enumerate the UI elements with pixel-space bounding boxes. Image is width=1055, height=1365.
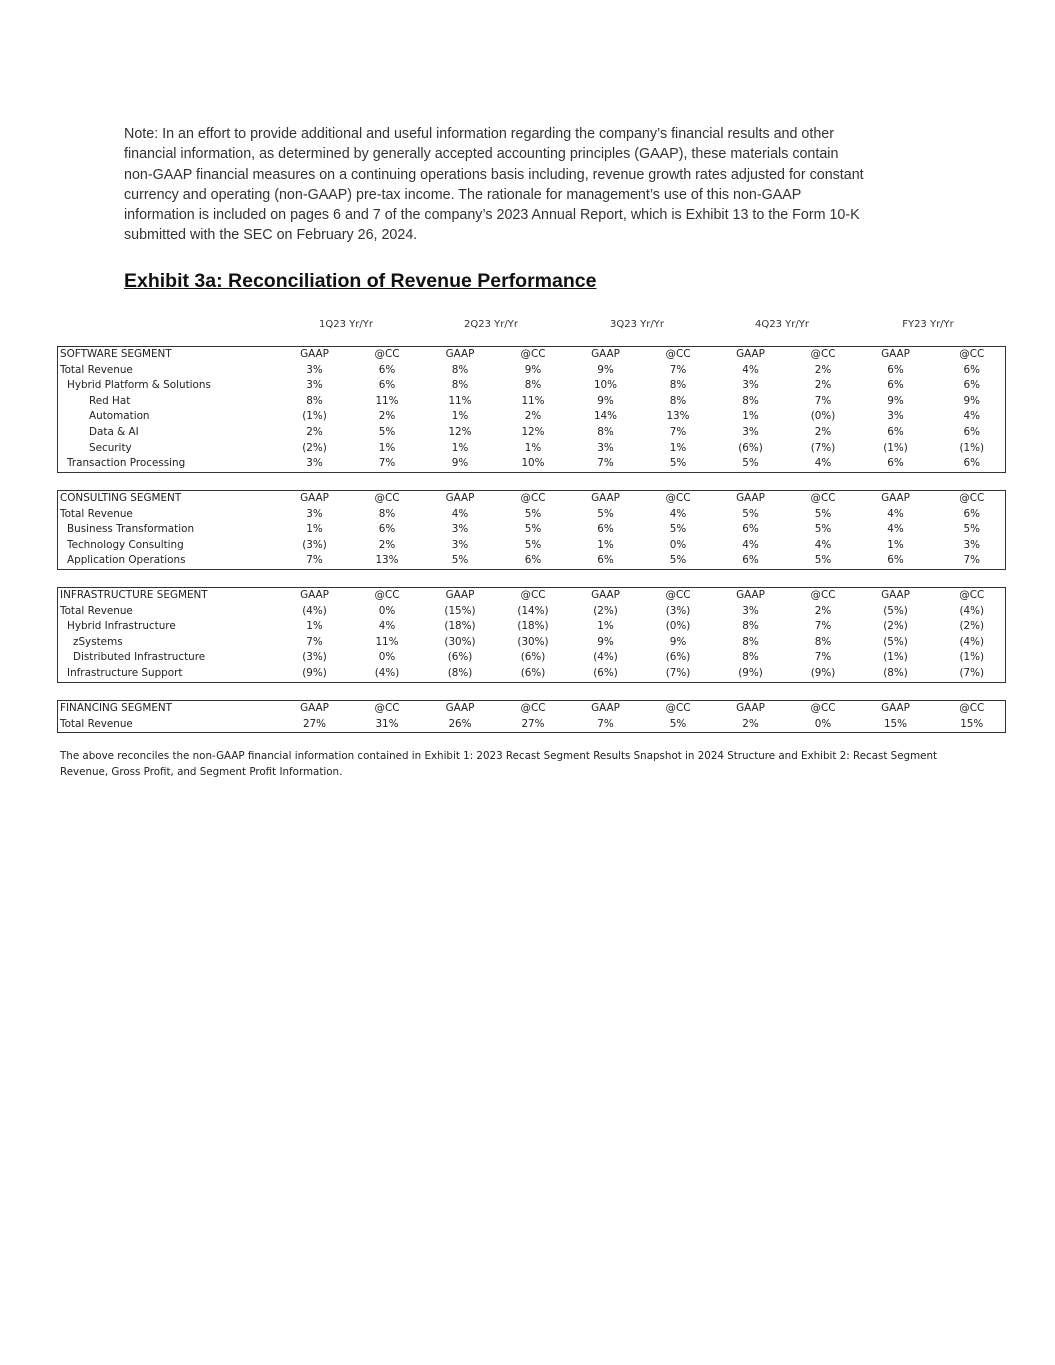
- table-cell: 3%: [306, 507, 323, 520]
- table-cell: 8%: [378, 507, 396, 520]
- table-cell: 1%: [742, 410, 759, 423]
- cc-column-label: @CC: [810, 348, 836, 360]
- note-line: currency and operating (non-GAAP) pre-tax income. The rationale for management’s use of this non-GAAP: [124, 186, 802, 203]
- table-cell: 5%: [814, 523, 832, 536]
- table-cell: 1%: [306, 523, 323, 536]
- segment-header-row: [58, 701, 1006, 717]
- gaap-column-label: GAAP: [736, 589, 765, 601]
- table-row: [58, 538, 1006, 554]
- table-row: [58, 378, 1006, 394]
- table-cell: (30%): [444, 635, 476, 648]
- table-cell: 7%: [814, 394, 832, 407]
- gaap-column-label: GAAP: [591, 348, 620, 360]
- table-cell: 6%: [597, 554, 614, 567]
- table-row: [58, 666, 1006, 682]
- table-cell: (18%): [444, 620, 476, 633]
- table-cell: 31%: [375, 717, 399, 730]
- gaap-column-label: GAAP: [881, 702, 910, 714]
- table-cell: (5%): [883, 635, 908, 648]
- table-cell: 5%: [524, 507, 542, 520]
- cc-column-label: @CC: [520, 589, 546, 601]
- table-cell: 6%: [887, 363, 904, 376]
- segment-table: [57, 346, 1006, 473]
- table-cell: (5%): [883, 604, 908, 617]
- row-label: Transaction Processing: [67, 457, 186, 470]
- period-label-3q23: 3Q23 Yr/Yr: [610, 319, 664, 330]
- gaap-column-label: GAAP: [300, 348, 329, 360]
- table-cell: 3%: [963, 538, 980, 551]
- gaap-column-label: GAAP: [445, 492, 475, 504]
- table-cell: 1%: [597, 538, 614, 551]
- table-cell: 15%: [883, 717, 908, 730]
- cc-column-label: @CC: [810, 492, 836, 504]
- cc-column-label: @CC: [520, 348, 546, 360]
- table-cell: (3%): [302, 651, 327, 664]
- note-line: financial information, as determined by generally accepted accounting principles (GAAP), these materials contain: [124, 146, 839, 163]
- table-cell: 8%: [451, 379, 469, 392]
- table-cell: (4%): [374, 666, 400, 679]
- table-cell: 4%: [963, 410, 980, 423]
- table-cell: 8%: [742, 635, 759, 648]
- table-cell: 7%: [963, 554, 980, 567]
- table-cell: 5%: [669, 717, 687, 730]
- table-cell: (15%): [444, 604, 476, 617]
- table-cell: (2%): [593, 604, 618, 617]
- table-cell: 1%: [524, 441, 542, 454]
- footnote-line: The above reconciles the non-GAAP financial information contained in Exhibit 1: 2023 Recast Segment Results Snapshot in 2024 Structure and Exhibit 2: Recast Segment: [60, 750, 938, 762]
- table-cell: 9%: [451, 457, 469, 470]
- gaap-column-label: GAAP: [591, 492, 620, 504]
- table-cell: (4%): [959, 635, 985, 648]
- table-cell: 15%: [960, 717, 984, 730]
- table-cell: 3%: [597, 441, 614, 454]
- table-cell: 9%: [597, 363, 614, 376]
- table-row: [58, 717, 1006, 733]
- table-cell: (1%): [883, 651, 908, 664]
- table-cell: 7%: [597, 457, 614, 470]
- table-cell: 9%: [669, 635, 687, 648]
- segment-title: FINANCING SEGMENT: [60, 702, 173, 714]
- table-cell: 6%: [597, 523, 614, 536]
- table-row: [58, 522, 1006, 538]
- table-cell: 6%: [963, 457, 980, 470]
- note-line: non-GAAP financial measures on a continuing operations basis including, revenue growth rates adjusted for constant: [124, 166, 864, 183]
- table-cell: 0%: [814, 717, 832, 730]
- table-cell: 11%: [448, 394, 472, 407]
- table-cell: 8%: [597, 425, 614, 438]
- segment-header-row: [58, 588, 1006, 604]
- table-cell: 5%: [524, 523, 542, 536]
- table-cell: 11%: [375, 635, 399, 648]
- table-cell: 7%: [814, 620, 832, 633]
- table-cell: 3%: [306, 363, 323, 376]
- gaap-column-label: GAAP: [881, 348, 910, 360]
- table-cell: (8%): [883, 666, 908, 679]
- table-cell: 2%: [814, 425, 832, 438]
- table-cell: 8%: [306, 394, 323, 407]
- table-cell: 5%: [524, 538, 542, 551]
- row-label: Business Transformation: [67, 523, 195, 536]
- table-cell: (7%): [665, 666, 691, 679]
- cc-column-label: @CC: [959, 348, 985, 360]
- table-cell: 11%: [521, 394, 545, 407]
- table-cell: 2%: [378, 410, 396, 423]
- table-cell: 14%: [593, 410, 618, 423]
- row-label: Total Revenue: [60, 507, 133, 520]
- table-row: [58, 456, 1006, 472]
- table-cell: 7%: [669, 363, 687, 376]
- cc-column-label: @CC: [374, 589, 400, 601]
- gaap-column-label: GAAP: [736, 348, 765, 360]
- table-cell: 4%: [742, 363, 759, 376]
- period-label-4q23: 4Q23 Yr/Yr: [755, 319, 809, 330]
- table-cell: 8%: [451, 363, 469, 376]
- table-cell: 5%: [742, 507, 759, 520]
- row-label: Distributed Infrastructure: [73, 651, 206, 664]
- table-cell: 4%: [814, 538, 832, 551]
- row-label: Total Revenue: [60, 604, 133, 617]
- table-cell: 12%: [521, 425, 545, 438]
- cc-column-label: @CC: [665, 702, 691, 714]
- table-cell: 4%: [814, 457, 832, 470]
- table-cell: 6%: [887, 457, 904, 470]
- table-cell: 10%: [521, 457, 545, 470]
- table-cell: 1%: [451, 410, 469, 423]
- table-cell: 5%: [742, 457, 759, 470]
- table-cell: 8%: [742, 394, 759, 407]
- table-cell: 6%: [887, 425, 904, 438]
- table-row: [58, 604, 1006, 620]
- table-cell: 6%: [524, 554, 542, 567]
- table-cell: 8%: [742, 651, 759, 664]
- gaap-column-label: GAAP: [445, 348, 475, 360]
- table-cell: 5%: [451, 554, 469, 567]
- table-cell: (4%): [302, 604, 327, 617]
- table-cell: 7%: [306, 554, 323, 567]
- table-cell: 9%: [524, 363, 542, 376]
- cc-column-label: @CC: [959, 492, 985, 504]
- segment-header-row: [58, 491, 1006, 507]
- gaap-column-label: GAAP: [445, 702, 475, 714]
- table-cell: 6%: [378, 379, 396, 392]
- table-cell: 8%: [742, 620, 759, 633]
- segment-title: SOFTWARE SEGMENT: [60, 348, 172, 360]
- table-cell: 5%: [669, 523, 687, 536]
- table-cell: 1%: [669, 441, 687, 454]
- row-label: Automation: [89, 410, 150, 423]
- segment-table: [57, 587, 1006, 683]
- gaap-column-label: GAAP: [300, 589, 329, 601]
- table-cell: 1%: [887, 538, 904, 551]
- table-cell: 7%: [814, 651, 832, 664]
- table-cell: 6%: [742, 554, 759, 567]
- gaap-column-label: GAAP: [445, 589, 475, 601]
- row-label: Data & AI: [89, 425, 139, 438]
- table-cell: 5%: [597, 507, 614, 520]
- table-cell: (2%): [302, 441, 327, 454]
- table-cell: 8%: [814, 635, 832, 648]
- table-cell: (0%): [810, 410, 836, 423]
- table-cell: (6%): [593, 666, 618, 679]
- table-cell: 6%: [378, 363, 396, 376]
- table-cell: (1%): [883, 441, 908, 454]
- period-label-2q23: 2Q23 Yr/Yr: [464, 319, 518, 330]
- row-label: Security: [89, 441, 132, 454]
- table-cell: 3%: [887, 410, 904, 423]
- table-cell: 2%: [814, 363, 832, 376]
- cc-column-label: @CC: [665, 492, 691, 504]
- table-cell: (9%): [738, 666, 763, 679]
- table-cell: 4%: [887, 523, 904, 536]
- table-cell: 2%: [378, 538, 396, 551]
- table-cell: 8%: [669, 394, 687, 407]
- table-cell: (6%): [738, 441, 763, 454]
- table-cell: 6%: [887, 554, 904, 567]
- table-cell: 5%: [669, 554, 687, 567]
- table-cell: 4%: [451, 507, 469, 520]
- table-cell: 2%: [306, 425, 323, 438]
- table-cell: 3%: [742, 425, 759, 438]
- table-cell: 0%: [378, 604, 396, 617]
- cc-column-label: @CC: [520, 702, 546, 714]
- table-cell: 9%: [963, 394, 980, 407]
- cc-column-label: @CC: [374, 702, 400, 714]
- table-cell: 1%: [597, 620, 614, 633]
- segment-title: INFRASTRUCTURE SEGMENT: [60, 589, 208, 601]
- table-cell: 1%: [451, 441, 469, 454]
- segment-table: [57, 700, 1006, 733]
- table-cell: 6%: [963, 363, 980, 376]
- table-cell: 3%: [306, 457, 323, 470]
- table-cell: 26%: [448, 717, 472, 730]
- table-cell: 6%: [963, 379, 980, 392]
- note-line: Note: In an effort to provide additional and useful information regarding the company’s financial results and other: [124, 126, 834, 142]
- table-cell: (6%): [447, 651, 473, 664]
- table-cell: 0%: [378, 651, 396, 664]
- cc-column-label: @CC: [959, 589, 985, 601]
- period-label-fy23: FY23 Yr/Yr: [902, 319, 954, 330]
- table-cell: 9%: [887, 394, 904, 407]
- table-cell: 2%: [742, 717, 759, 730]
- table-cell: 3%: [451, 523, 469, 536]
- cc-column-label: @CC: [959, 702, 985, 714]
- table-cell: (30%): [517, 635, 549, 648]
- table-cell: 7%: [669, 425, 687, 438]
- segment-table: [57, 490, 1006, 570]
- cc-column-label: @CC: [665, 348, 691, 360]
- gaap-column-label: GAAP: [591, 589, 620, 601]
- table-row: [58, 635, 1006, 651]
- table-cell: 4%: [887, 507, 904, 520]
- table-cell: 1%: [306, 620, 323, 633]
- table-cell: 6%: [963, 507, 980, 520]
- table-cell: (6%): [665, 651, 691, 664]
- table-row: [58, 507, 1006, 523]
- table-cell: (1%): [302, 410, 327, 423]
- table-row: [58, 441, 1006, 457]
- table-cell: 8%: [524, 379, 542, 392]
- table-cell: 5%: [669, 457, 687, 470]
- gaap-column-label: GAAP: [300, 492, 329, 504]
- table-cell: 13%: [666, 410, 690, 423]
- table-cell: 3%: [742, 604, 759, 617]
- table-cell: 12%: [448, 425, 472, 438]
- gaap-column-label: GAAP: [300, 702, 329, 714]
- note-paragraph: [124, 124, 954, 246]
- table-row: [58, 553, 1006, 569]
- table-cell: (8%): [447, 666, 473, 679]
- table-cell: 4%: [742, 538, 759, 551]
- table-cell: 1%: [378, 441, 396, 454]
- segment-title: CONSULTING SEGMENT: [60, 492, 182, 504]
- table-cell: 2%: [814, 604, 832, 617]
- cc-column-label: @CC: [374, 348, 400, 360]
- row-label: Application Operations: [67, 554, 186, 567]
- table-cell: (2%): [959, 620, 985, 633]
- table-cell: 4%: [378, 620, 396, 633]
- table-row: [58, 650, 1006, 666]
- table-cell: 6%: [378, 523, 396, 536]
- table-cell: 8%: [669, 379, 687, 392]
- table-cell: 9%: [597, 394, 614, 407]
- table-cell: (14%): [517, 604, 549, 617]
- table-row: [58, 363, 1006, 379]
- table-cell: (6%): [520, 651, 546, 664]
- table-cell: 2%: [814, 379, 832, 392]
- table-cell: (1%): [959, 651, 985, 664]
- table-cell: (18%): [517, 620, 549, 633]
- gaap-column-label: GAAP: [881, 492, 910, 504]
- note-line: submitted with the SEC on February 26, 2024.: [124, 227, 418, 244]
- table-row: [58, 394, 1006, 410]
- cc-column-label: @CC: [520, 492, 546, 504]
- table-cell: 7%: [597, 717, 614, 730]
- table-cell: (3%): [302, 538, 327, 551]
- table-cell: (4%): [959, 604, 985, 617]
- table-cell: 5%: [814, 507, 832, 520]
- table-row: [58, 619, 1006, 635]
- table-cell: 3%: [451, 538, 469, 551]
- gaap-column-label: GAAP: [736, 492, 765, 504]
- row-label: Hybrid Platform & Solutions: [67, 379, 211, 392]
- gaap-column-label: GAAP: [881, 589, 910, 601]
- table-cell: 3%: [742, 379, 759, 392]
- table-cell: 27%: [521, 717, 545, 730]
- segment-header-row: [58, 347, 1006, 363]
- exhibit-title: Exhibit 3a: Reconciliation of Revenue Performance: [124, 270, 597, 292]
- cc-column-label: @CC: [374, 492, 400, 504]
- table-cell: (0%): [665, 620, 691, 633]
- table-row: [58, 425, 1006, 441]
- table-cell: 11%: [375, 394, 399, 407]
- table-cell: 7%: [378, 457, 396, 470]
- row-label: Infrastructure Support: [67, 666, 183, 679]
- table-cell: 27%: [302, 717, 327, 730]
- table-cell: (1%): [959, 441, 985, 454]
- footnote: [60, 748, 960, 780]
- row-label: Technology Consulting: [67, 538, 184, 551]
- row-label: Total Revenue: [60, 717, 133, 730]
- row-label: Total Revenue: [60, 363, 133, 376]
- table-cell: 2%: [524, 410, 542, 423]
- footnote-line: Revenue, Gross Profit, and Segment Profit Information.: [60, 766, 343, 778]
- gaap-column-label: GAAP: [736, 702, 765, 714]
- table-cell: 6%: [742, 523, 759, 536]
- table-cell: 5%: [814, 554, 832, 567]
- table-cell: 9%: [597, 635, 614, 648]
- table-cell: 7%: [306, 635, 323, 648]
- row-label: zSystems: [73, 635, 123, 648]
- table-cell: (9%): [810, 666, 836, 679]
- table-cell: 5%: [963, 523, 980, 536]
- row-label: Hybrid Infrastructure: [67, 620, 176, 633]
- table-cell: 3%: [306, 379, 323, 392]
- table-cell: 13%: [375, 554, 399, 567]
- table-cell: 5%: [378, 425, 396, 438]
- cc-column-label: @CC: [665, 589, 691, 601]
- row-label: Red Hat: [89, 394, 131, 407]
- table-cell: (7%): [810, 441, 836, 454]
- table-cell: 6%: [963, 425, 980, 438]
- table-cell: (2%): [883, 620, 908, 633]
- table-cell: 4%: [669, 507, 687, 520]
- table-cell: 0%: [669, 538, 687, 551]
- table-cell: 10%: [593, 379, 618, 392]
- cc-column-label: @CC: [810, 589, 836, 601]
- table-cell: (6%): [520, 666, 546, 679]
- table-cell: (4%): [593, 651, 618, 664]
- note-line: information is included on pages 6 and 7 of the company’s 2023 Annual Report, which is Exhibit 13 to the Form 10-K: [124, 207, 860, 224]
- table-cell: (7%): [959, 666, 985, 679]
- period-header-row: [0, 319, 1055, 337]
- table-cell: 6%: [887, 379, 904, 392]
- cc-column-label: @CC: [810, 702, 836, 714]
- table-cell: (9%): [302, 666, 327, 679]
- period-label-1q23: 1Q23 Yr/Yr: [319, 319, 373, 330]
- table-cell: (3%): [665, 604, 691, 617]
- gaap-column-label: GAAP: [591, 702, 620, 714]
- table-row: [58, 409, 1006, 425]
